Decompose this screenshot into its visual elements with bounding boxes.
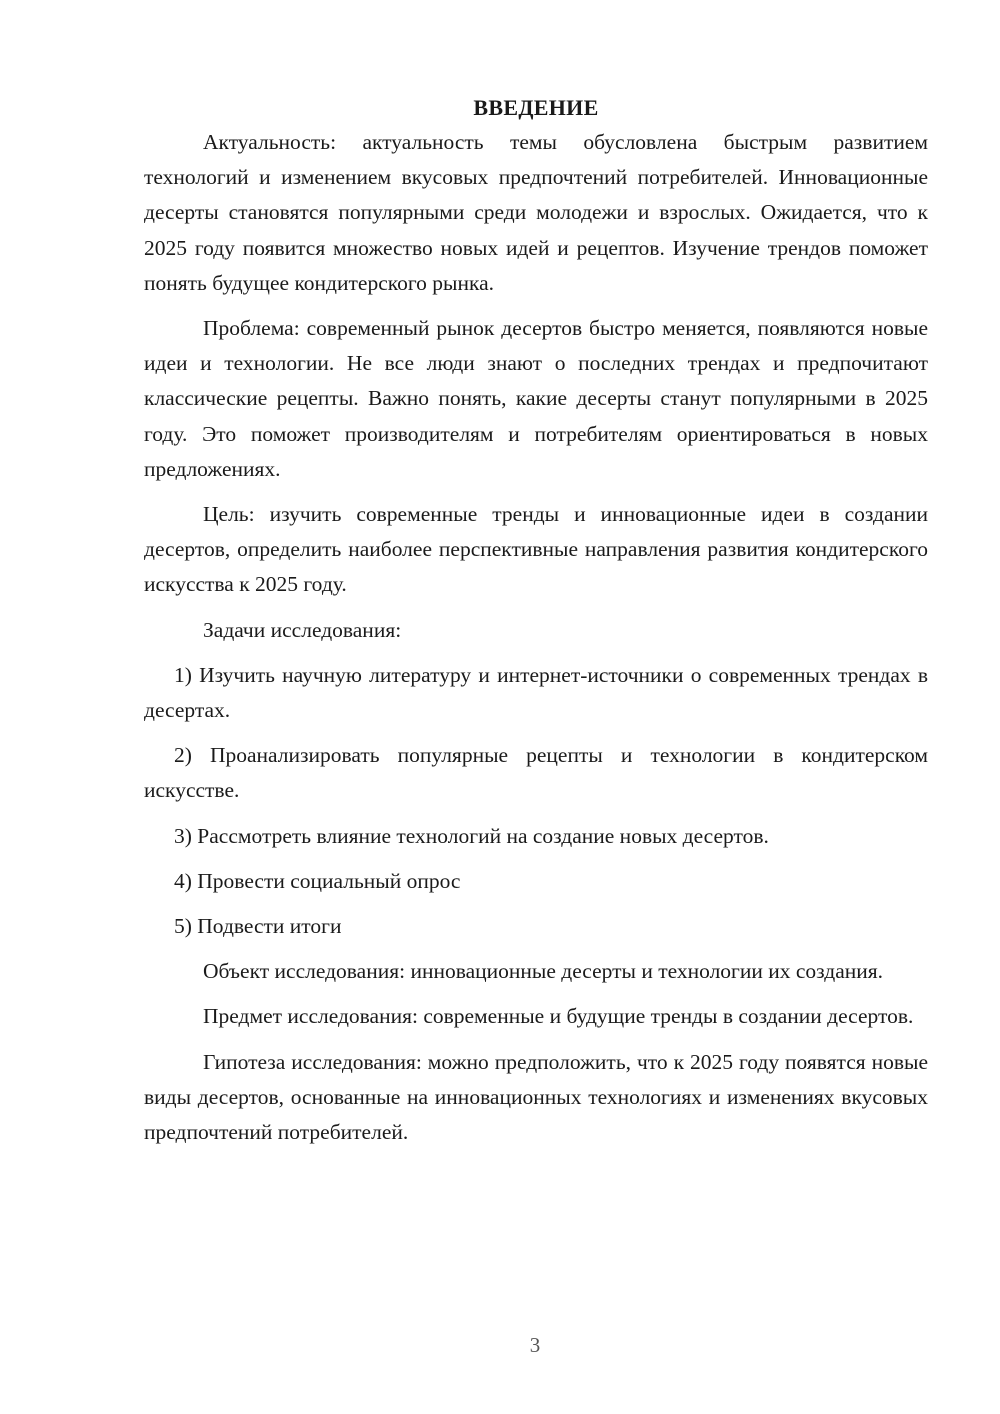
page-number: 3	[529, 1333, 541, 1357]
task-item: 3) Рассмотреть влияние технологий на создание новых десертов.	[174, 823, 769, 848]
hypothesis-paragraph: Гипотеза исследования: можно предположить, что к 2025 году появятся новые виды десертов, основанные на инновационных технологиях и изменениях вкусовых предпочтений потребителей.	[144, 1049, 928, 1145]
page-title: ВВЕДЕНИЕ	[473, 95, 599, 120]
tasks-heading: Задачи исследования:	[203, 617, 402, 642]
goal-paragraph: Цель: изучить современные тренды и инновационные идеи в создании десертов, определить наиболее перспективные направления развития кондитерского искусства к 2025 году.	[144, 502, 928, 597]
subject-paragraph: Предмет исследования: современные и будущие тренды в создании десертов.	[203, 1004, 914, 1029]
tasks-list	[144, 658, 928, 944]
object-paragraph: Объект исследования: инновационные десерты и технологии их создания.	[203, 959, 884, 984]
task-item: 2) Проанализировать популярные рецепты и технологии в кондитерском искусстве.	[144, 743, 928, 803]
task-item: 1) Изучить научную литературу и интернет-источники о современных трендах в десертах.	[144, 662, 928, 723]
problem-paragraph: Проблема: современный рынок десертов быстро меняется, появляются новые идеи и технологии. Не все люди знают о последних трендах и предпочитают классические рецепты. Важно понять, какие десерты станут популярными в 2025 году. Это поможет производителям и потребителям ориентироваться в новых предложениях.	[144, 316, 928, 481]
task-item: 4) Провести социальный опрос	[174, 868, 461, 893]
relevance-paragraph: Актуальность: актуальность темы обусловлена быстрым развитием технологий и изменением вкусовых предпочтений потребителей. Инновационные десерты становятся популярными среди молодежи и взрослых. Ожидается, что к 2025 году появится множество новых идей и рецептов. Изучение трендов поможет понять будущее кондитерского рынка.	[144, 130, 928, 295]
document-page	[144, 90, 928, 1160]
task-item: 5) Подвести итоги	[174, 914, 342, 939]
